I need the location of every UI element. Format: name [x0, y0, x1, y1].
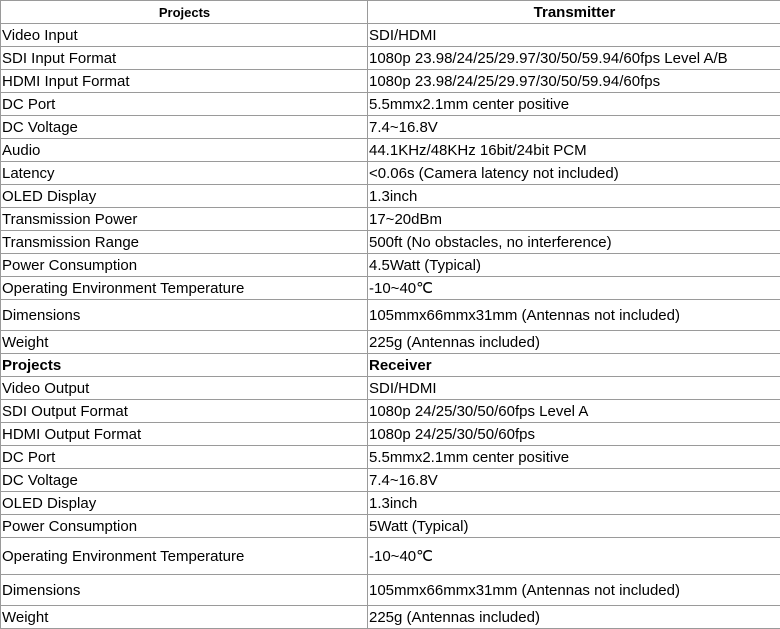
table-row: [1, 300, 780, 331]
table-row: [1, 575, 780, 606]
row-label: Transmission Power: [1, 208, 368, 231]
row-label: Dimensions: [1, 300, 368, 331]
row-value: 1080p 23.98/24/25/29.97/30/50/59.94/60fps Level A/B: [368, 47, 780, 70]
table-row: [1, 116, 780, 139]
table-row: [1, 70, 780, 93]
table-row: [1, 208, 780, 231]
row-label: OLED Display: [1, 185, 368, 208]
row-value: 44.1KHz/48KHz 16bit/24bit PCM: [368, 139, 780, 162]
table-row: [1, 492, 780, 515]
receiver-section-header: [1, 354, 780, 377]
row-value: SDI/HDMI: [368, 24, 780, 47]
row-value: -10~40℃: [368, 538, 780, 575]
row-label: Operating Environment Temperature: [1, 538, 368, 575]
row-label: DC Voltage: [1, 469, 368, 492]
row-value: 105mmx66mmx31mm (Antennas not included): [368, 300, 780, 331]
row-label: Power Consumption: [1, 254, 368, 277]
table-row: [1, 231, 780, 254]
row-label: Audio: [1, 139, 368, 162]
row-label: Latency: [1, 162, 368, 185]
row-value: 5.5mmx2.1mm center positive: [368, 93, 780, 116]
section-receiver: Receiver: [368, 354, 780, 377]
row-label: DC Port: [1, 446, 368, 469]
table-row: [1, 538, 780, 575]
row-label: SDI Input Format: [1, 47, 368, 70]
row-label: Operating Environment Temperature: [1, 277, 368, 300]
table-row: [1, 47, 780, 70]
table-row: [1, 277, 780, 300]
row-value: 225g (Antennas included): [368, 331, 780, 354]
table-row: [1, 254, 780, 277]
row-value: <0.06s (Camera latency not included): [368, 162, 780, 185]
row-value: 1.3inch: [368, 492, 780, 515]
table-row: [1, 446, 780, 469]
header-projects: Projects: [1, 1, 368, 24]
row-value: 1080p 24/25/30/50/60fps Level A: [368, 400, 780, 423]
table-row: [1, 93, 780, 116]
row-label: DC Voltage: [1, 116, 368, 139]
table-row: [1, 331, 780, 354]
row-label: Power Consumption: [1, 515, 368, 538]
table-row: [1, 377, 780, 400]
header-row: [1, 1, 780, 24]
row-label: Weight: [1, 606, 368, 629]
table-row: [1, 24, 780, 47]
row-label: HDMI Output Format: [1, 423, 368, 446]
row-value: 105mmx66mmx31mm (Antennas not included): [368, 575, 780, 606]
table-row: [1, 185, 780, 208]
table-row: [1, 515, 780, 538]
row-label: DC Port: [1, 93, 368, 116]
row-value: 1080p 24/25/30/50/60fps: [368, 423, 780, 446]
row-label: Video Input: [1, 24, 368, 47]
table-row: [1, 423, 780, 446]
table-row: [1, 469, 780, 492]
row-value: SDI/HDMI: [368, 377, 780, 400]
row-value: 1.3inch: [368, 185, 780, 208]
row-label: SDI Output Format: [1, 400, 368, 423]
row-value: 1080p 23.98/24/25/29.97/30/50/59.94/60fps: [368, 70, 780, 93]
row-label: Transmission Range: [1, 231, 368, 254]
row-value: 17~20dBm: [368, 208, 780, 231]
table-row: [1, 139, 780, 162]
table-row: [1, 162, 780, 185]
row-label: OLED Display: [1, 492, 368, 515]
row-value: 225g (Antennas included): [368, 606, 780, 629]
row-value: 7.4~16.8V: [368, 116, 780, 139]
row-label: Video Output: [1, 377, 368, 400]
section-projects: Projects: [1, 354, 368, 377]
header-transmitter: Transmitter: [368, 1, 780, 24]
table-row: [1, 606, 780, 629]
row-value: 7.4~16.8V: [368, 469, 780, 492]
row-label: HDMI Input Format: [1, 70, 368, 93]
row-value: 500ft (No obstacles, no interference): [368, 231, 780, 254]
row-label: Dimensions: [1, 575, 368, 606]
row-value: -10~40℃: [368, 277, 780, 300]
row-value: 5Watt (Typical): [368, 515, 780, 538]
row-value: 5.5mmx2.1mm center positive: [368, 446, 780, 469]
row-label: Weight: [1, 331, 368, 354]
table-row: [1, 400, 780, 423]
row-value: 4.5Watt (Typical): [368, 254, 780, 277]
